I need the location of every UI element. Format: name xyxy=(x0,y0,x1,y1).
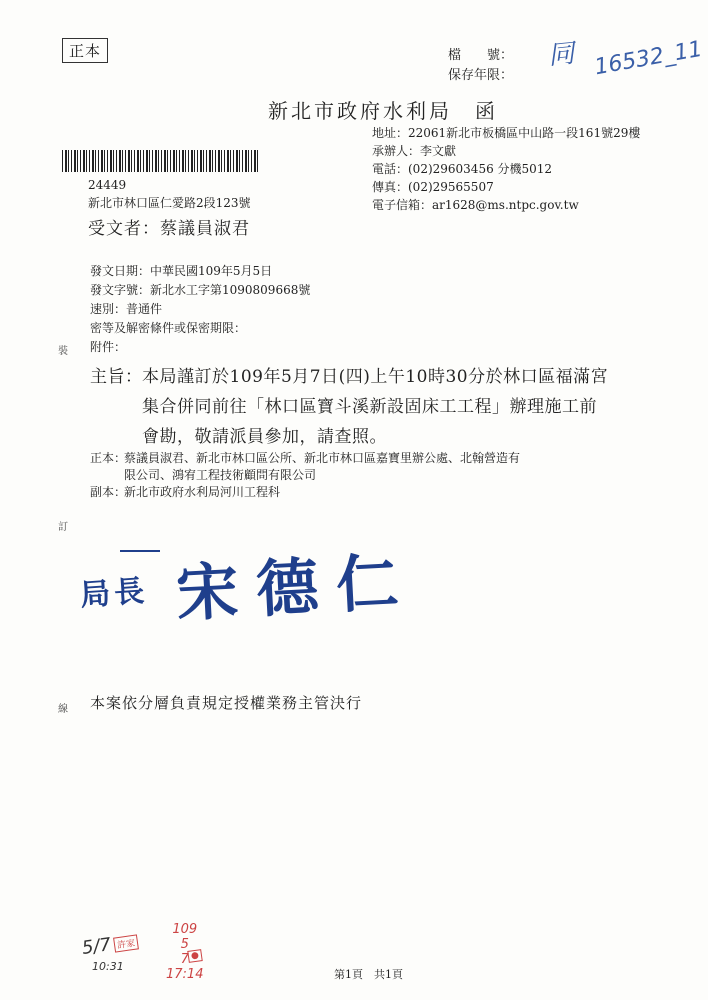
handwritten-time: 10:31 xyxy=(92,960,124,973)
red-seal-stamp: 許家 xyxy=(113,934,139,952)
contact-address: 地址：22061新北市板橋區中山路一段161號29樓 xyxy=(372,126,641,140)
binding-mark-middle: 訂 xyxy=(58,522,68,533)
document-fields xyxy=(90,262,310,357)
issue-date: 發文日期：中華民國109年5月5日 xyxy=(90,264,273,278)
authorization-note: 本案依分層負責規定授權業務主管決行 xyxy=(90,694,363,712)
signature-name: 宋德仁 xyxy=(174,544,419,631)
contact-phone: 電話：(02)29603456 分機5012 xyxy=(372,162,553,176)
recipient: 受文者：蔡議員淑君 xyxy=(88,219,250,239)
original-recipients-line-2: 限公司、鴻宥工程技術顧問有限公司 xyxy=(124,468,317,482)
page-number: 第1頁 共1頁 xyxy=(334,968,403,981)
binding-mark-bottom: 線 xyxy=(58,704,68,715)
barcode xyxy=(62,150,260,172)
mailing-address: 新北市林口區仁愛路2段123號 xyxy=(88,196,251,210)
contact-handler: 承辦人：李文獻 xyxy=(372,144,457,158)
contact-block xyxy=(372,124,640,214)
subject-line-1: 本局謹訂於109年5月7日(四)上午10時30分於林口區福滿宮 xyxy=(142,367,609,387)
handwritten-month: 5 xyxy=(180,937,189,952)
signature-stroke xyxy=(120,550,160,552)
signature-title: 局長 xyxy=(79,573,150,614)
handwritten-date: 5/7 xyxy=(80,934,113,959)
contact-fax: 傳真：(02)29565507 xyxy=(372,180,494,194)
agency-title: 新北市政府水利局 函 xyxy=(268,99,498,123)
original-recipients-label: 正本： xyxy=(90,451,127,465)
confidentiality: 密等及解密條件或保密期限： xyxy=(90,321,247,335)
contact-email: 電子信箱：ar1628@ms.ntpc.gov.tw xyxy=(372,198,579,212)
copy-type-stamp: 正本 xyxy=(62,38,108,63)
file-number-label: 檔 號： xyxy=(448,48,514,63)
delivery-speed: 速別：普通件 xyxy=(90,302,163,316)
handwritten-file-number: 16532_11 xyxy=(592,36,705,81)
subject-line-2: 集合併同前往「林口區寶斗溪新設固床工工程」辦理施工前 xyxy=(142,397,597,417)
original-recipients-line-1: 蔡議員淑君、新北市林口區公所、新北市林口區嘉寶里辦公處、北翰營造有 xyxy=(124,451,521,465)
retention-period-label: 保存年限： xyxy=(448,68,514,83)
copy-recipients-line-1: 新北市政府水利局河川工程科 xyxy=(124,485,281,499)
handwritten-year: 109 xyxy=(172,922,198,937)
document-number: 發文字號：新北水工字第1090809668號 xyxy=(90,283,311,297)
handwritten-received-time: 17:14 xyxy=(166,967,204,982)
subject-line-3: 會勘，敬請派員參加，請查照。 xyxy=(142,427,387,447)
copy-recipients-label: 副本： xyxy=(90,485,127,499)
binding-mark-top: 裝 xyxy=(58,346,68,357)
handwritten-day: 7 xyxy=(180,952,189,967)
attachment: 附件： xyxy=(90,340,127,354)
red-receipt-stamp: ● xyxy=(187,949,202,963)
postal-code: 24449 xyxy=(88,178,127,192)
handwritten-file-mark: 同 xyxy=(546,38,576,72)
subject-label: 主旨： xyxy=(90,367,143,387)
